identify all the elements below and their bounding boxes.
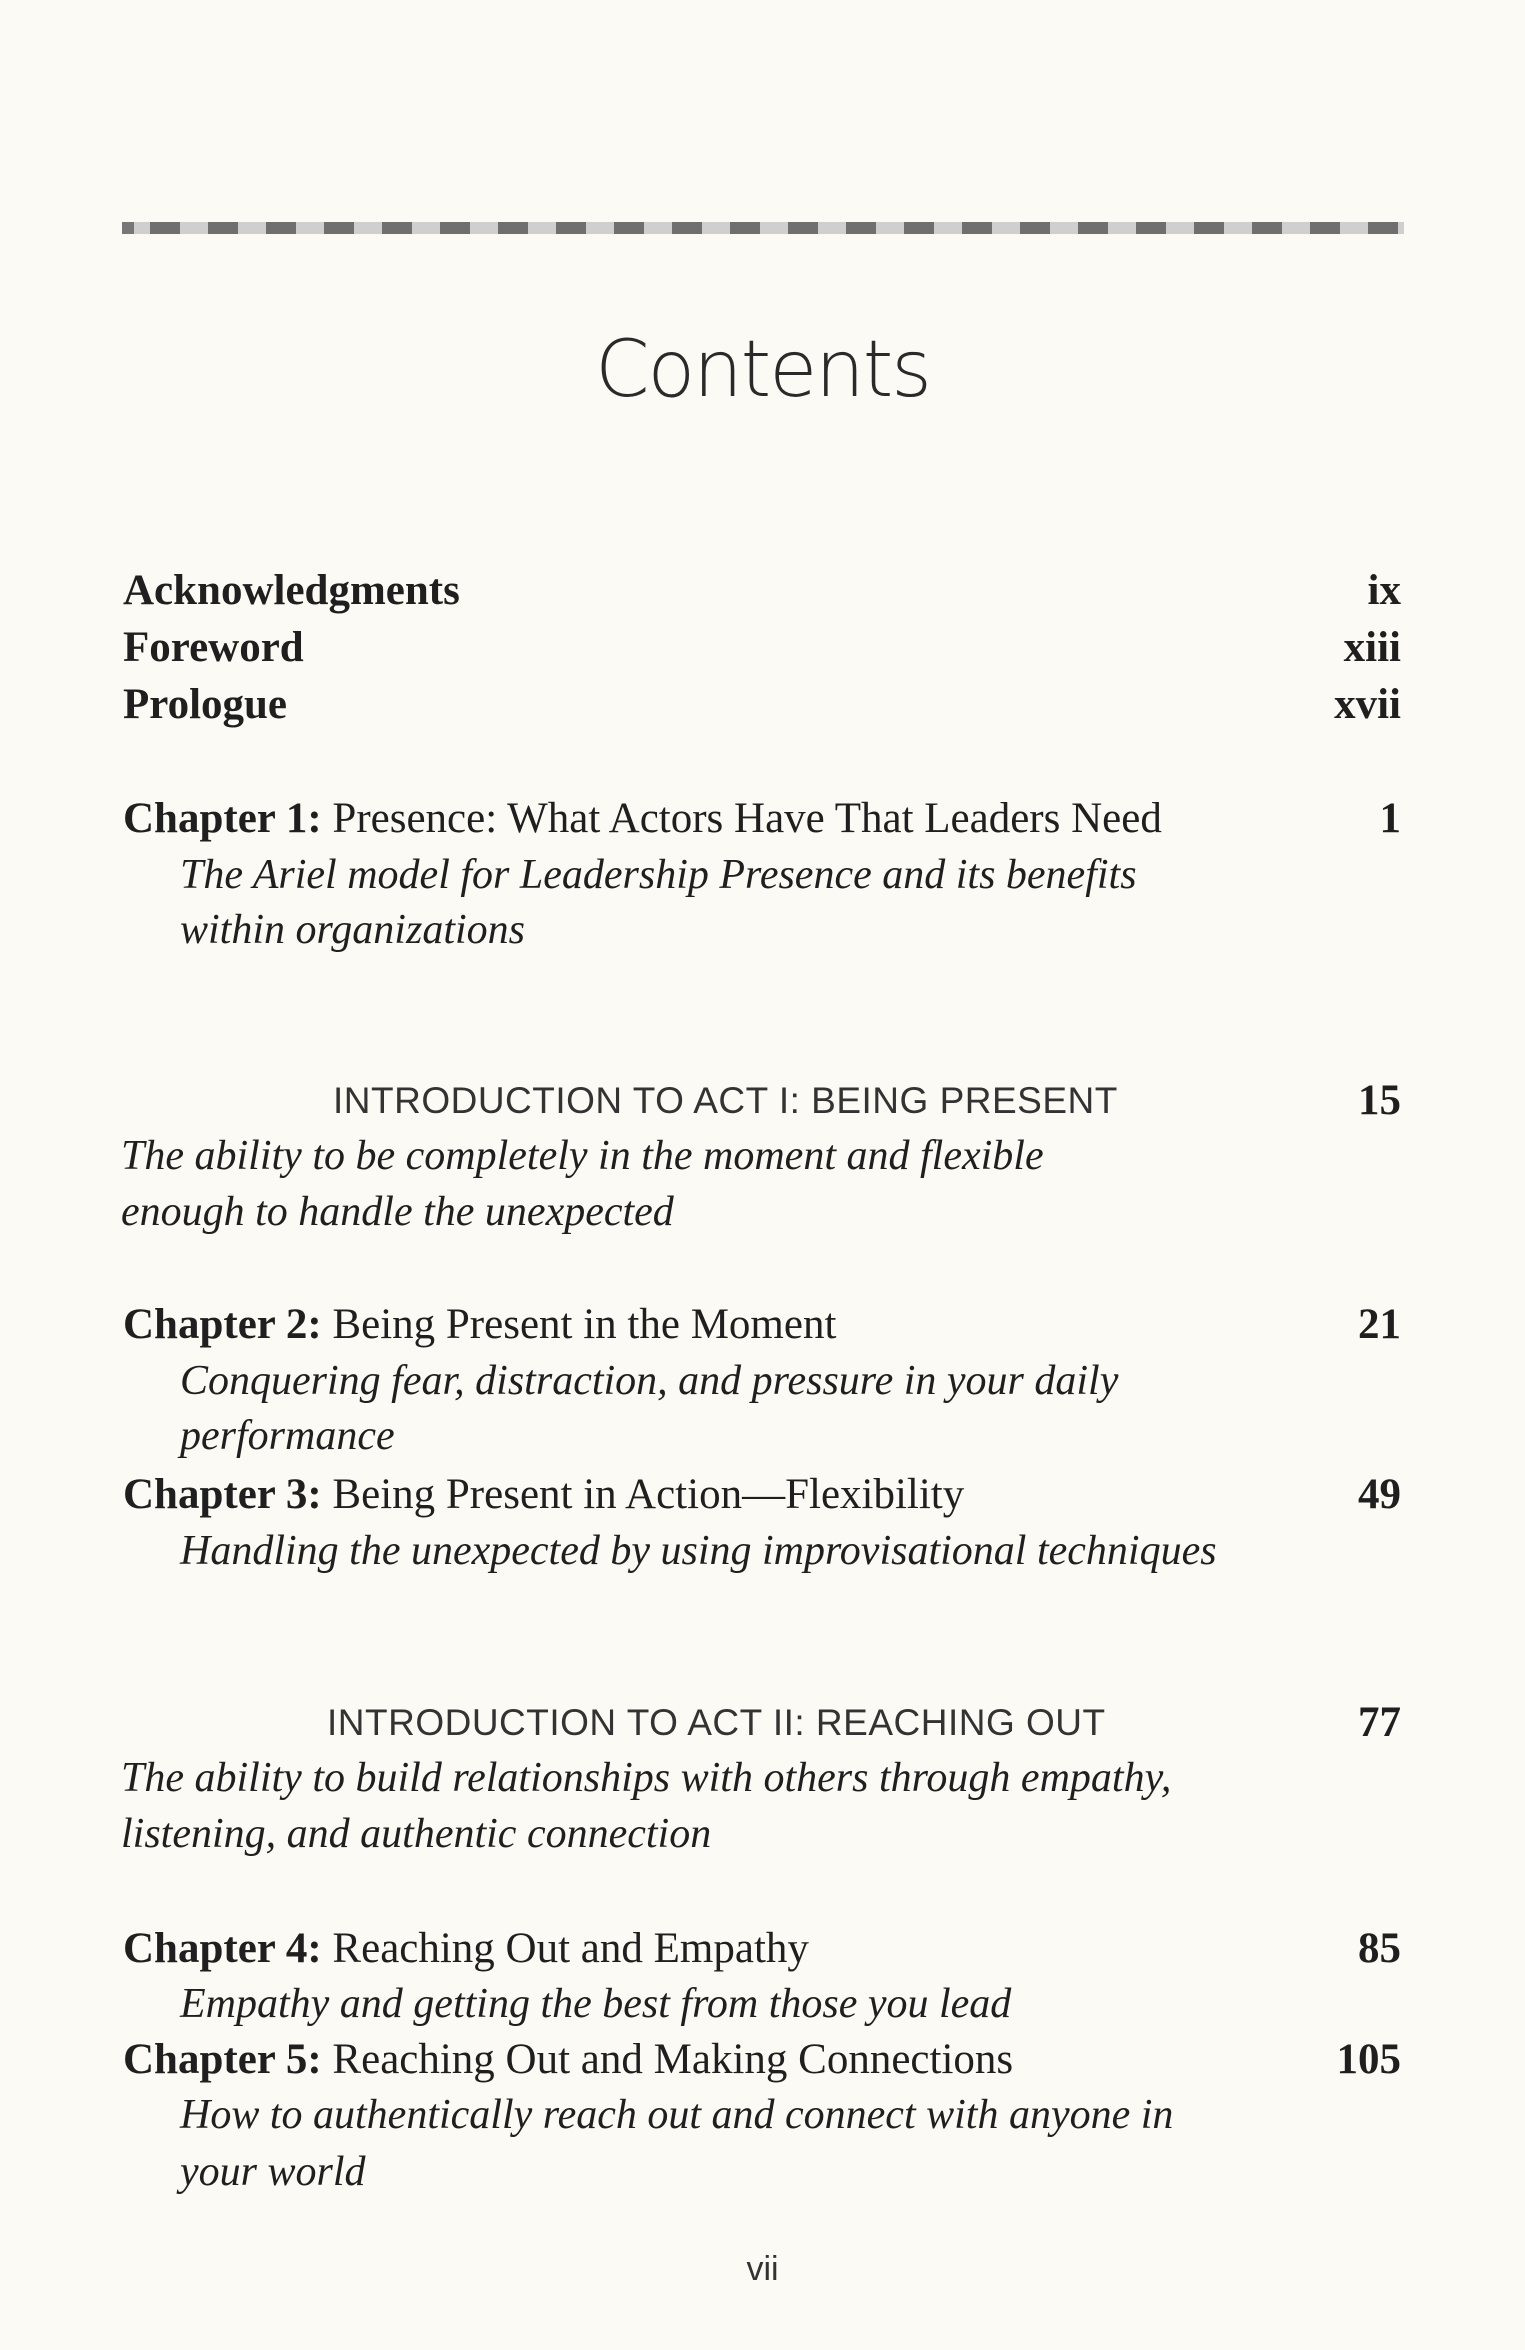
toc-entry-chapter-1: Chapter 1: Presence: What Actors Have That Leaders Need 1 bbox=[123, 795, 1401, 842]
intro-description: The ability to be completely in the moment and flexible bbox=[121, 1133, 1044, 1179]
toc-entry-chapter-5: Chapter 5: Reaching Out and Making Connections 105 bbox=[123, 2036, 1401, 2083]
toc-entry-chapter-4: Chapter 4: Reaching Out and Empathy 85 bbox=[123, 1925, 1401, 1972]
toc-entry-foreword: Foreword xiii bbox=[123, 624, 1401, 671]
toc-entry-intro-act-2: INTRODUCTION TO ACT II: REACHING OUT 77 bbox=[327, 1699, 1401, 1746]
chapter-description: How to authentically reach out and connect with anyone in bbox=[180, 2092, 1174, 2138]
intro-description: listening, and authentic connection bbox=[121, 1811, 712, 1857]
chapter-description: Empathy and getting the best from those you lead bbox=[180, 1981, 1012, 2027]
toc-entry-prologue: Prologue xvii bbox=[123, 681, 1401, 728]
chapter-description: within organizations bbox=[180, 907, 526, 953]
page-number: vii bbox=[746, 2250, 779, 2288]
toc-entry-chapter-2: Chapter 2: Being Present in the Moment 21 bbox=[123, 1301, 1401, 1348]
chapter-description: Handling the unexpected by using improvisational techniques bbox=[180, 1528, 1217, 1574]
chapter-description: your world bbox=[180, 2149, 366, 2195]
intro-description: The ability to build relationships with others through empathy, bbox=[121, 1755, 1172, 1801]
chapter-description: Conquering fear, distraction, and pressure in your daily bbox=[180, 1358, 1119, 1404]
decorative-rule-end bbox=[122, 222, 134, 234]
chapter-description: The Ariel model for Leadership Presence and its benefits bbox=[180, 852, 1137, 898]
chapter-description: performance bbox=[180, 1413, 395, 1459]
toc-entry-intro-act-1: INTRODUCTION TO ACT I: BEING PRESENT 15 bbox=[333, 1077, 1401, 1124]
page-title: Contents bbox=[595, 325, 930, 415]
toc-entry-acknowledgments: Acknowledgments ix bbox=[123, 567, 1401, 614]
intro-description: enough to handle the unexpected bbox=[121, 1189, 674, 1235]
toc-entry-chapter-3: Chapter 3: Being Present in Action—Flexibility 49 bbox=[123, 1471, 1401, 1518]
decorative-rule bbox=[122, 222, 1404, 234]
